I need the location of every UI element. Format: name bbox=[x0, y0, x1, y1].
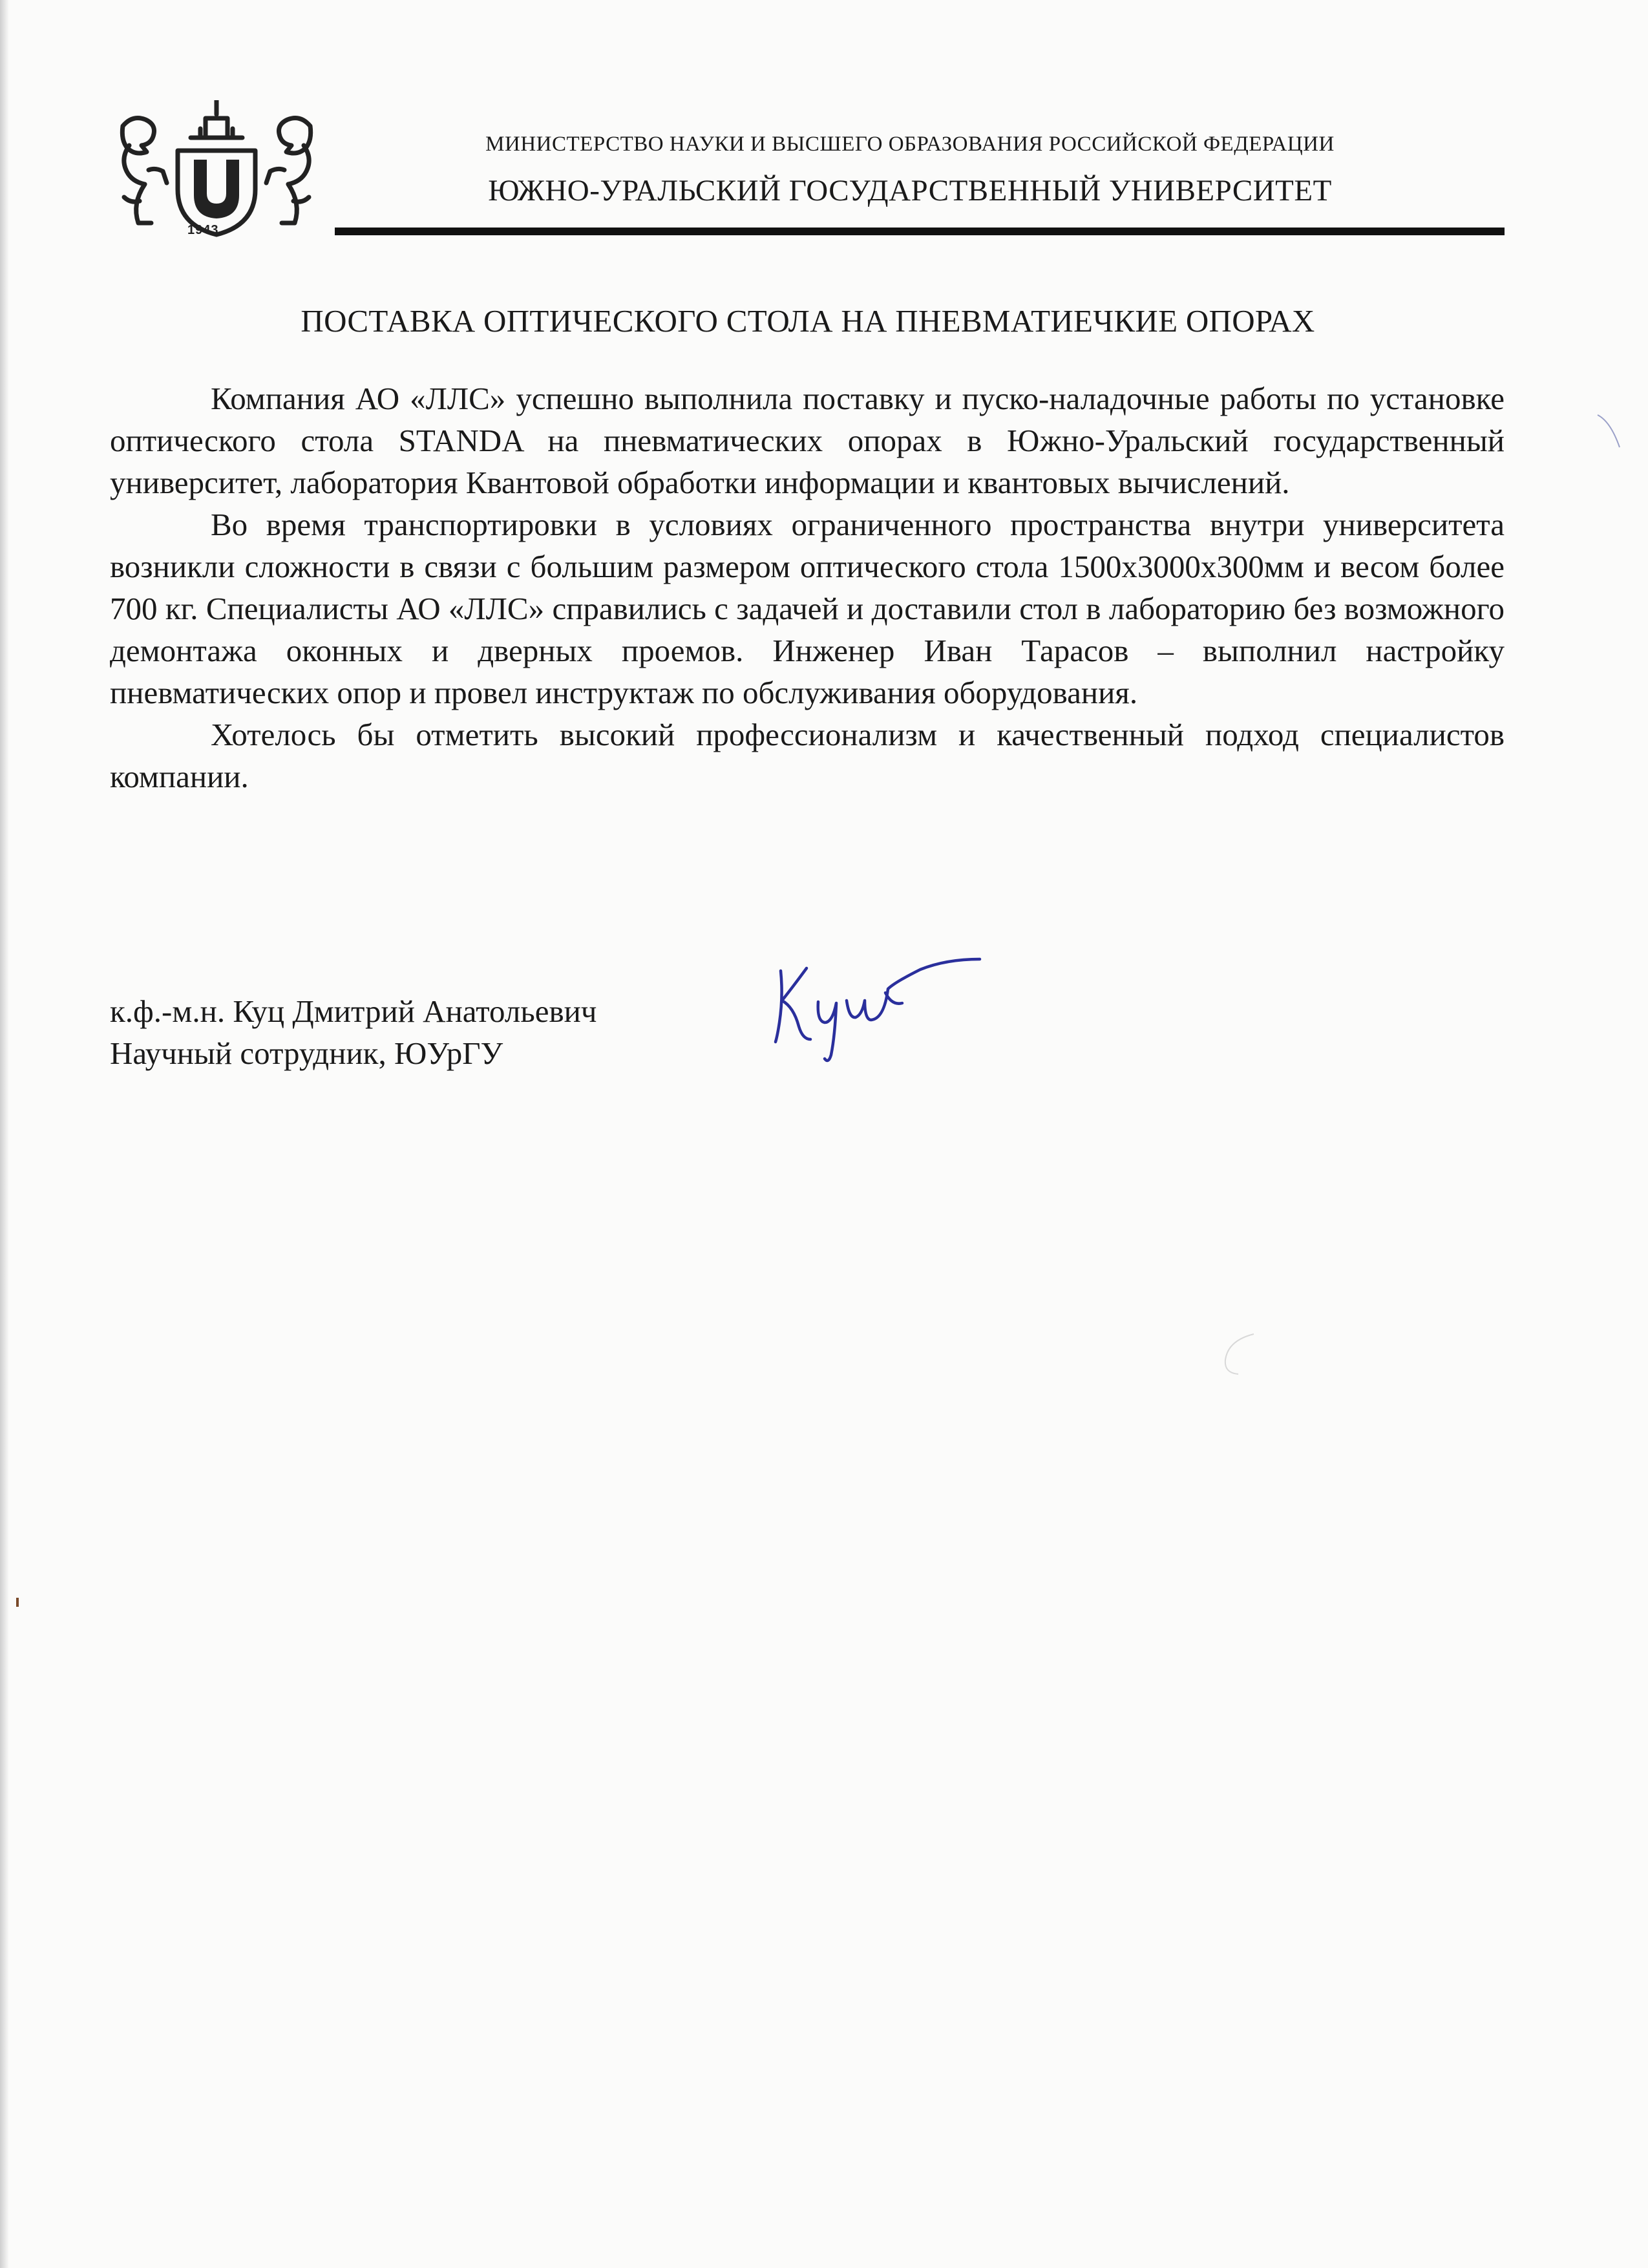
scan-mark bbox=[1596, 414, 1622, 452]
document-title: ПОСТАВКА ОПТИЧЕСКОГО СТОЛА НА ПНЕВМАТИЕЧКИЕ ОПОРАХ bbox=[301, 303, 1315, 339]
scan-mark bbox=[14, 1596, 21, 1609]
header-rule bbox=[335, 228, 1505, 235]
ministry-name: МИНИСТЕРСТВО НАУКИ И ВЫСШЕГО ОБРАЗОВАНИЯ РОССИЙСКОЙ ФЕДЕРАЦИИ bbox=[485, 132, 1335, 156]
body-paragraph: Во время транспортировки в условиях ограниченного пространства внутри университета возникли сложности в связи с большим размером оптического стола 1500х3000х300мм и весом более 700 кг. Специалисты АО «ЛЛС» справились с задачей и доставили стол в лабораторию без возможного демонтажа оконных и дверных проемов. Инженер Иван Тарасов – выполнил настройку пневматических опор и провел инструктаж по обслуживания оборудования. bbox=[110, 507, 1505, 710]
university-name: ЮЖНО-УРАЛЬСКИЙ ГОСУДАРСТВЕННЫЙ УНИВЕРСИТЕТ bbox=[488, 174, 1332, 207]
document-body bbox=[110, 377, 1505, 798]
body-paragraph: Хотелось бы отметить высокий профессионализм и качественный подход специалистов компании. bbox=[110, 717, 1505, 794]
signer-block bbox=[110, 990, 597, 1074]
logo-year: 1943 bbox=[187, 223, 219, 237]
body-paragraph: Компания АО «ЛЛС» успешно выполнила поставку и пуско-наладочные работы по установке оптического стола STANDA на пневматических опорах в Южно-Уральский государственный университет, лаборатория Квантовой обработки информации и квантовых вычислений. bbox=[110, 381, 1505, 500]
signer-name: к.ф.-м.н. Куц Дмитрий Анатольевич bbox=[110, 993, 597, 1029]
scan-mark bbox=[1221, 1331, 1260, 1377]
handwritten-signature bbox=[756, 937, 1015, 1066]
signer-position: Научный сотрудник, ЮУрГУ bbox=[110, 1035, 503, 1071]
scan-edge-shadow bbox=[0, 0, 9, 2268]
